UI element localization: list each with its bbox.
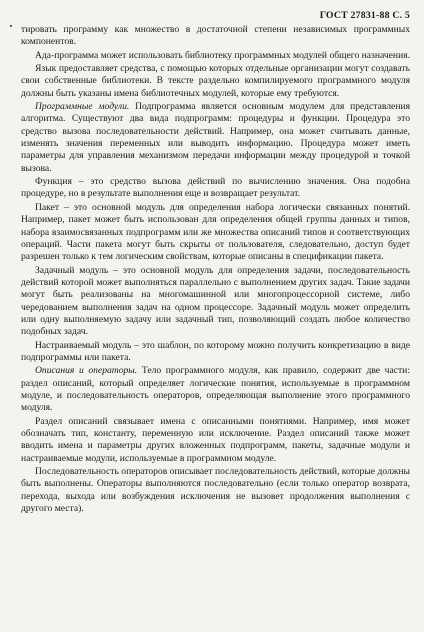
- paragraph-text: Функция – это средство вызова действий по вычислению значения. Она подобна процедуре, но в результате выполнения еще и возвращает результат.: [21, 176, 410, 200]
- paragraph: [21, 176, 410, 201]
- section-heading-program-modules: Программные модули.: [35, 101, 130, 113]
- paragraph-program-modules: [21, 101, 410, 175]
- paragraph: [21, 63, 410, 100]
- paragraph: [21, 202, 410, 264]
- paragraph: [21, 340, 410, 365]
- paragraph-text: Язык предоставляет средства, с помощью которых отдельные организации могут создавать свои собственные библиотеки. В тексте раздельно компилируемого программного модуля должны быть указаны имена библиотечных модулей, которые ему требуются.: [21, 63, 410, 99]
- paragraph: [21, 265, 410, 339]
- paragraph-text: Ада-программа может использовать библиотеку программных модулей общего назначения.: [35, 49, 411, 61]
- paragraph-text: Раздел описаний связывает имена с описанными понятиями. Например, имя может обозначать тип, константу, переменную или исключение. Раздел описаний также может вводить имена и параметры других вложенных подпрограмм, пакеты, задачные модули и настраиваемые модули, используемые в программном модуле.: [21, 415, 410, 464]
- paragraph: [21, 50, 410, 62]
- paragraph-text: Тело программного модуля, как правило, содержит две части: раздел описаний, который определяет логические понятия, используемые в программном модуле, и последовательность операторов, определяющая выполнение этого программного модуля.: [21, 365, 410, 414]
- paragraph-continuation: [21, 24, 410, 49]
- page-header: ГОСТ 27831-88 С. 5: [319, 10, 410, 21]
- paragraph-text: Последовательность операторов описывает последовательность действий, которые должны быть выполнены. Операторы выполняются последовательно (если только оператор возврата, перехода, выхода или возбуждения исключения не вызовет продолжения выполнения с другого места).: [21, 466, 410, 515]
- paragraph-declarations: [21, 365, 410, 414]
- paragraph: [21, 416, 410, 465]
- paragraph-text: тировать программу как множество в достаточной степени независимых программных компонентов.: [21, 24, 410, 48]
- scan-mark: [10, 25, 12, 27]
- paragraph: [21, 466, 410, 515]
- paragraph-text: Настраиваемый модуль – это шаблон, по которому можно получить конкретизацию в виде подпрограммы или пакета.: [21, 339, 410, 363]
- section-heading-declarations: Описания и операторы.: [35, 365, 138, 377]
- paragraph-text: Подпрограмма является основным модулем для представления алгоритма. Существуют два вида подпрограмм: процедуры и функции. Процедура это средство вызова последовательности действий. Например, она может считывать данные, изменять значения переменных или выводить информацию. Процедура может иметь параметры для управления механизмом передачи информации между процедурой и точкой вызова.: [21, 101, 410, 174]
- paragraph-text: Пакет – это основной модуль для определения набора логически связанных понятий. Например, пакет может быть использован для определения общей группы данных и типов, набора взаимосвязанных подпрограмм или же множества описаний типов и соответствующих операций. Части пакета могут быть скрыты от пользователя, следовательно, доступ будет разрешен только к тем логическим свойствам, которые описаны в спецификации пакета.: [21, 201, 410, 263]
- paragraph-text: Задачный модуль – это основной модуль для определения задачи, последовательность действий которой может выполняться параллельно с выполнением других задач. Такие задачи могут быть реализованы на многомашинной или многопроцессорной системе, либо чередованием выполнения задач на одном процессоре. Задачный модуль может определить или одну выполняемую задачу или задачный тип, позволяющий создать любое количество подобных задач.: [21, 264, 410, 338]
